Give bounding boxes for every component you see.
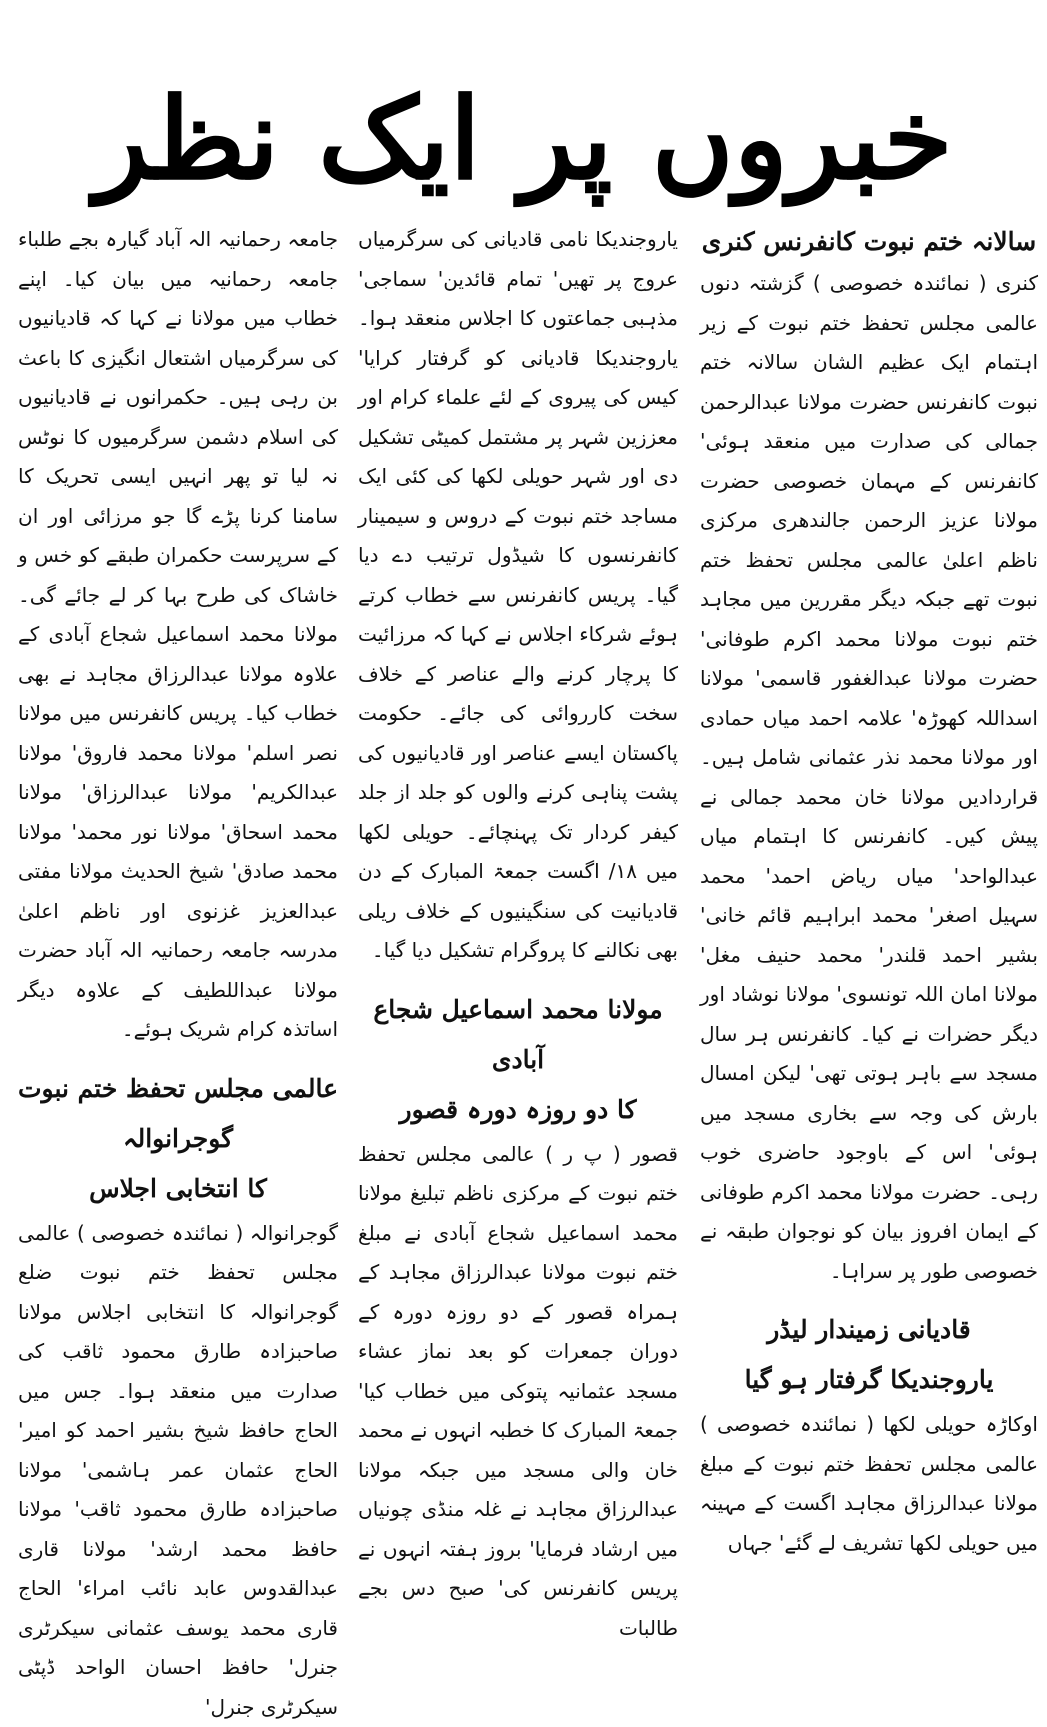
article-subheading-kasur-tour: کا دو روزہ دورہ قصور [358, 1085, 678, 1135]
article-body-continued-left: جامعہ رحمانیہ الہ آباد گیارہ بجے طلباء جامعہ رحمانیہ میں بیان کیا۔ اپنے خطاب میں مولانا نے کہا کہ قادیانیوں کی سرگرمیاں اشتعال انگیزی کا باعث بن رہی ہیں۔ حکمرانوں نے قادیانیوں کی اسلام دشمن سرگرمیوں کا نوٹس نہ لیا تو پھر انہیں ایسی تحریک کا سامنا کرنا پڑے گا جو مرزائی اور ان کے سرپرست حکمران طبقے کو خس و خاشاک کی طرح بہا کر لے جائے گی۔ مولانا محمد اسماعیل شجاع آبادی کے علاوہ مولانا عبدالرزاق مجاہد نے بھی خطاب کیا۔ پریس کانفرنس میں مولانا نصر اسلم' مولانا محمد فاروق' مولانا عبدالکریم' مولانا عبدالرزاق' مولانا محمد اسحاق' مولانا نور محمد' مولانا محمد صادق' شیخ الحدیث مولانا مفتی عبدالعزیز غزنوی اور ناظم اعلیٰ مدرسہ جامعہ رحمانیہ الہ آباد حضرت مولانا عبداللطیف کے علاوہ دیگر اساتذہ کرام شریک ہوئے۔ [18, 220, 338, 1050]
article-heading-shujaabadi: مولانا محمد اسماعیل شجاع آبادی [358, 985, 678, 1085]
spacer [18, 1050, 338, 1064]
article-body-gujranwala: گوجرانوالہ ( نمائندہ خصوصی ) عالمی مجلس تحفظ ختم نبوت ضلع گوجرانوالہ کا انتخابی اجلاس مولانا صاحبزادہ طارق محمود ثاقب کی صدارت میں منعقد ہوا۔ جس میں الحاج حافظ شیخ بشیر احمد کو امیر' الحاج عثمان عمر ہاشمی' مولانا صاحبزادہ طارق محمود ثاقب' مولانا حافظ محمد ارشد' مولانا قاری عبدالقدوس عابد نائب امراء' الحاج قاری محمد یوسف عثمانی سیکرٹری جنرل' حافظ احسان الواحد ڈپٹی سیکرٹری جنرل' [18, 1214, 338, 1727]
masthead-title: خبروں پر ایک نظر [0, 70, 1047, 210]
article-subheading-arrest: یاروجندیکا گرفتار ہو گیا [700, 1355, 1038, 1405]
article-subheading-election: کا انتخابی اجلاس [18, 1164, 338, 1214]
article-body-continued-middle: یاروجندیکا نامی قادیانی کی سرگرمیاں عروج پر تھیں' تمام قائدین' سماجی' مذہبی جماعتوں کا اجلاس منعقد ہوا۔ یاروجندیکا قادیانی کو گرفتار کرایا' کیس کی پیروی کے لئے علماء کرام اور معززین شہر پر مشتمل کمیٹی تشکیل دی اور شہر حویلی لکھا کی کئی ایک مساجد ختم نبوت کے دروس و سیمینار کانفرنسوں کا شیڈول ترتیب دے دیا گیا۔ پریس کانفرنس سے خطاب کرتے ہوئے شرکاء اجلاس نے کہا کہ مرزائیت کا پرچار کرنے والے عناصر کے خلاف سخت کارروائی کی جائے۔ حکومت پاکستان ایسے عناصر اور قادیانیوں کی پشت پناہی کرنے والوں کو جلد از جلد کیفر کردار تک پہنچائے۔ حویلی لکھا میں ۱۸/ اگست جمعۃ المبارک کے دن قادیانیت کی سنگینیوں کے خلاف ریلی بھی نکالنے کا پروگرام تشکیل دیا گیا۔ [358, 220, 678, 971]
column-middle [358, 220, 678, 1340]
article-heading-qadiani-leader: قادیانی زمیندار لیڈر [700, 1305, 1038, 1355]
spacer [358, 971, 678, 985]
article-heading-gujranwala: عالمی مجلس تحفظ ختم نبوت گوجرانوالہ [18, 1064, 338, 1164]
article-body-haveli-lakha: اوکاڑہ حویلی لکھا ( نمائندہ خصوصی ) عالمی مجلس تحفظ ختم نبوت کے مبلغ مولانا عبدالرزاق مجاہد اگست کے مہینہ میں حویلی لکھا تشریف لے گئے' جہاں [700, 1405, 1038, 1563]
column-right [700, 220, 1038, 1340]
article-body-kasur: قصور ( پ ر ) عالمی مجلس تحفظ ختم نبوت کے مرکزی ناظم تبلیغ مولانا محمد اسماعیل شجاع آبادی نے مبلغ ختم نبوت مولانا عبدالرزاق مجاہد کے ہمراہ قصور کے دو روزہ دورہ کے دوران جمعرات کو بعد نماز عشاء مسجد عثمانیہ پتوکی میں خطاب کیا' جمعۃ المبارک کا خطبہ انہوں نے محمد خان والی مسجد میں جبکہ مولانا عبدالرزاق مجاہد نے غلہ منڈی چونیاں میں ارشاد فرمایا' بروز ہفتہ انہوں نے پریس کانفرنس کی' صبح دس بجے طالبات [358, 1135, 678, 1649]
article-body-kunri: کنری ( نمائندہ خصوصی ) گزشتہ دنوں عالمی مجلس تحفظ ختم نبوت کے زیر اہتمام ایک عظیم الشان سالانہ ختم نبوت کانفرنس حضرت مولانا عبدالرحمن جمالی کی صدارت میں منعقد ہوئی' کانفرنس کے مہمان خصوصی حضرت مولانا عزیز الرحمن جالندھری مرکزی ناظم اعلیٰ عالمی مجلس تحفظ ختم نبوت تھے جبکہ دیگر مقررین میں مجاہد ختم نبوت مولانا محمد اکرم طوفانی' حضرت مولانا عبدالغفور قاسمی' مولانا اسداللہ کھوڑہ' علامہ احمد میاں حمادی اور مولانا محمد نذر عثمانی شامل ہیں۔ قراردادیں مولانا خان محمد جمالی نے پیش کیں۔ کانفرنس کا اہتمام میاں عبدالواحد' میاں ریاض احمد' محمد سہیل اصغر' محمد ابراہیم قائم خانی' بشیر احمد قلندر' محمد حنیف مغل' مولانا امان اللہ تونسوی' مولانا نوشاد اور دیگر حضرات نے کیا۔ کانفرنس ہر سال مسجد سے باہر ہوتی تھی' لیکن امسال بارش کی وجہ سے بخاری مسجد میں ہوئی' اس کے باوجود حاضری خوب رہی۔ حضرت مولانا محمد اکرم طوفانی کے ایمان افروز بیان کو نوجوان طبقہ نے خصوصی طور پر سراہا۔ [700, 264, 1038, 1291]
article-heading-kunri: سالانہ ختم نبوت کانفرنس کنری [700, 220, 1038, 264]
column-left [18, 220, 338, 1340]
spacer [700, 1291, 1038, 1305]
